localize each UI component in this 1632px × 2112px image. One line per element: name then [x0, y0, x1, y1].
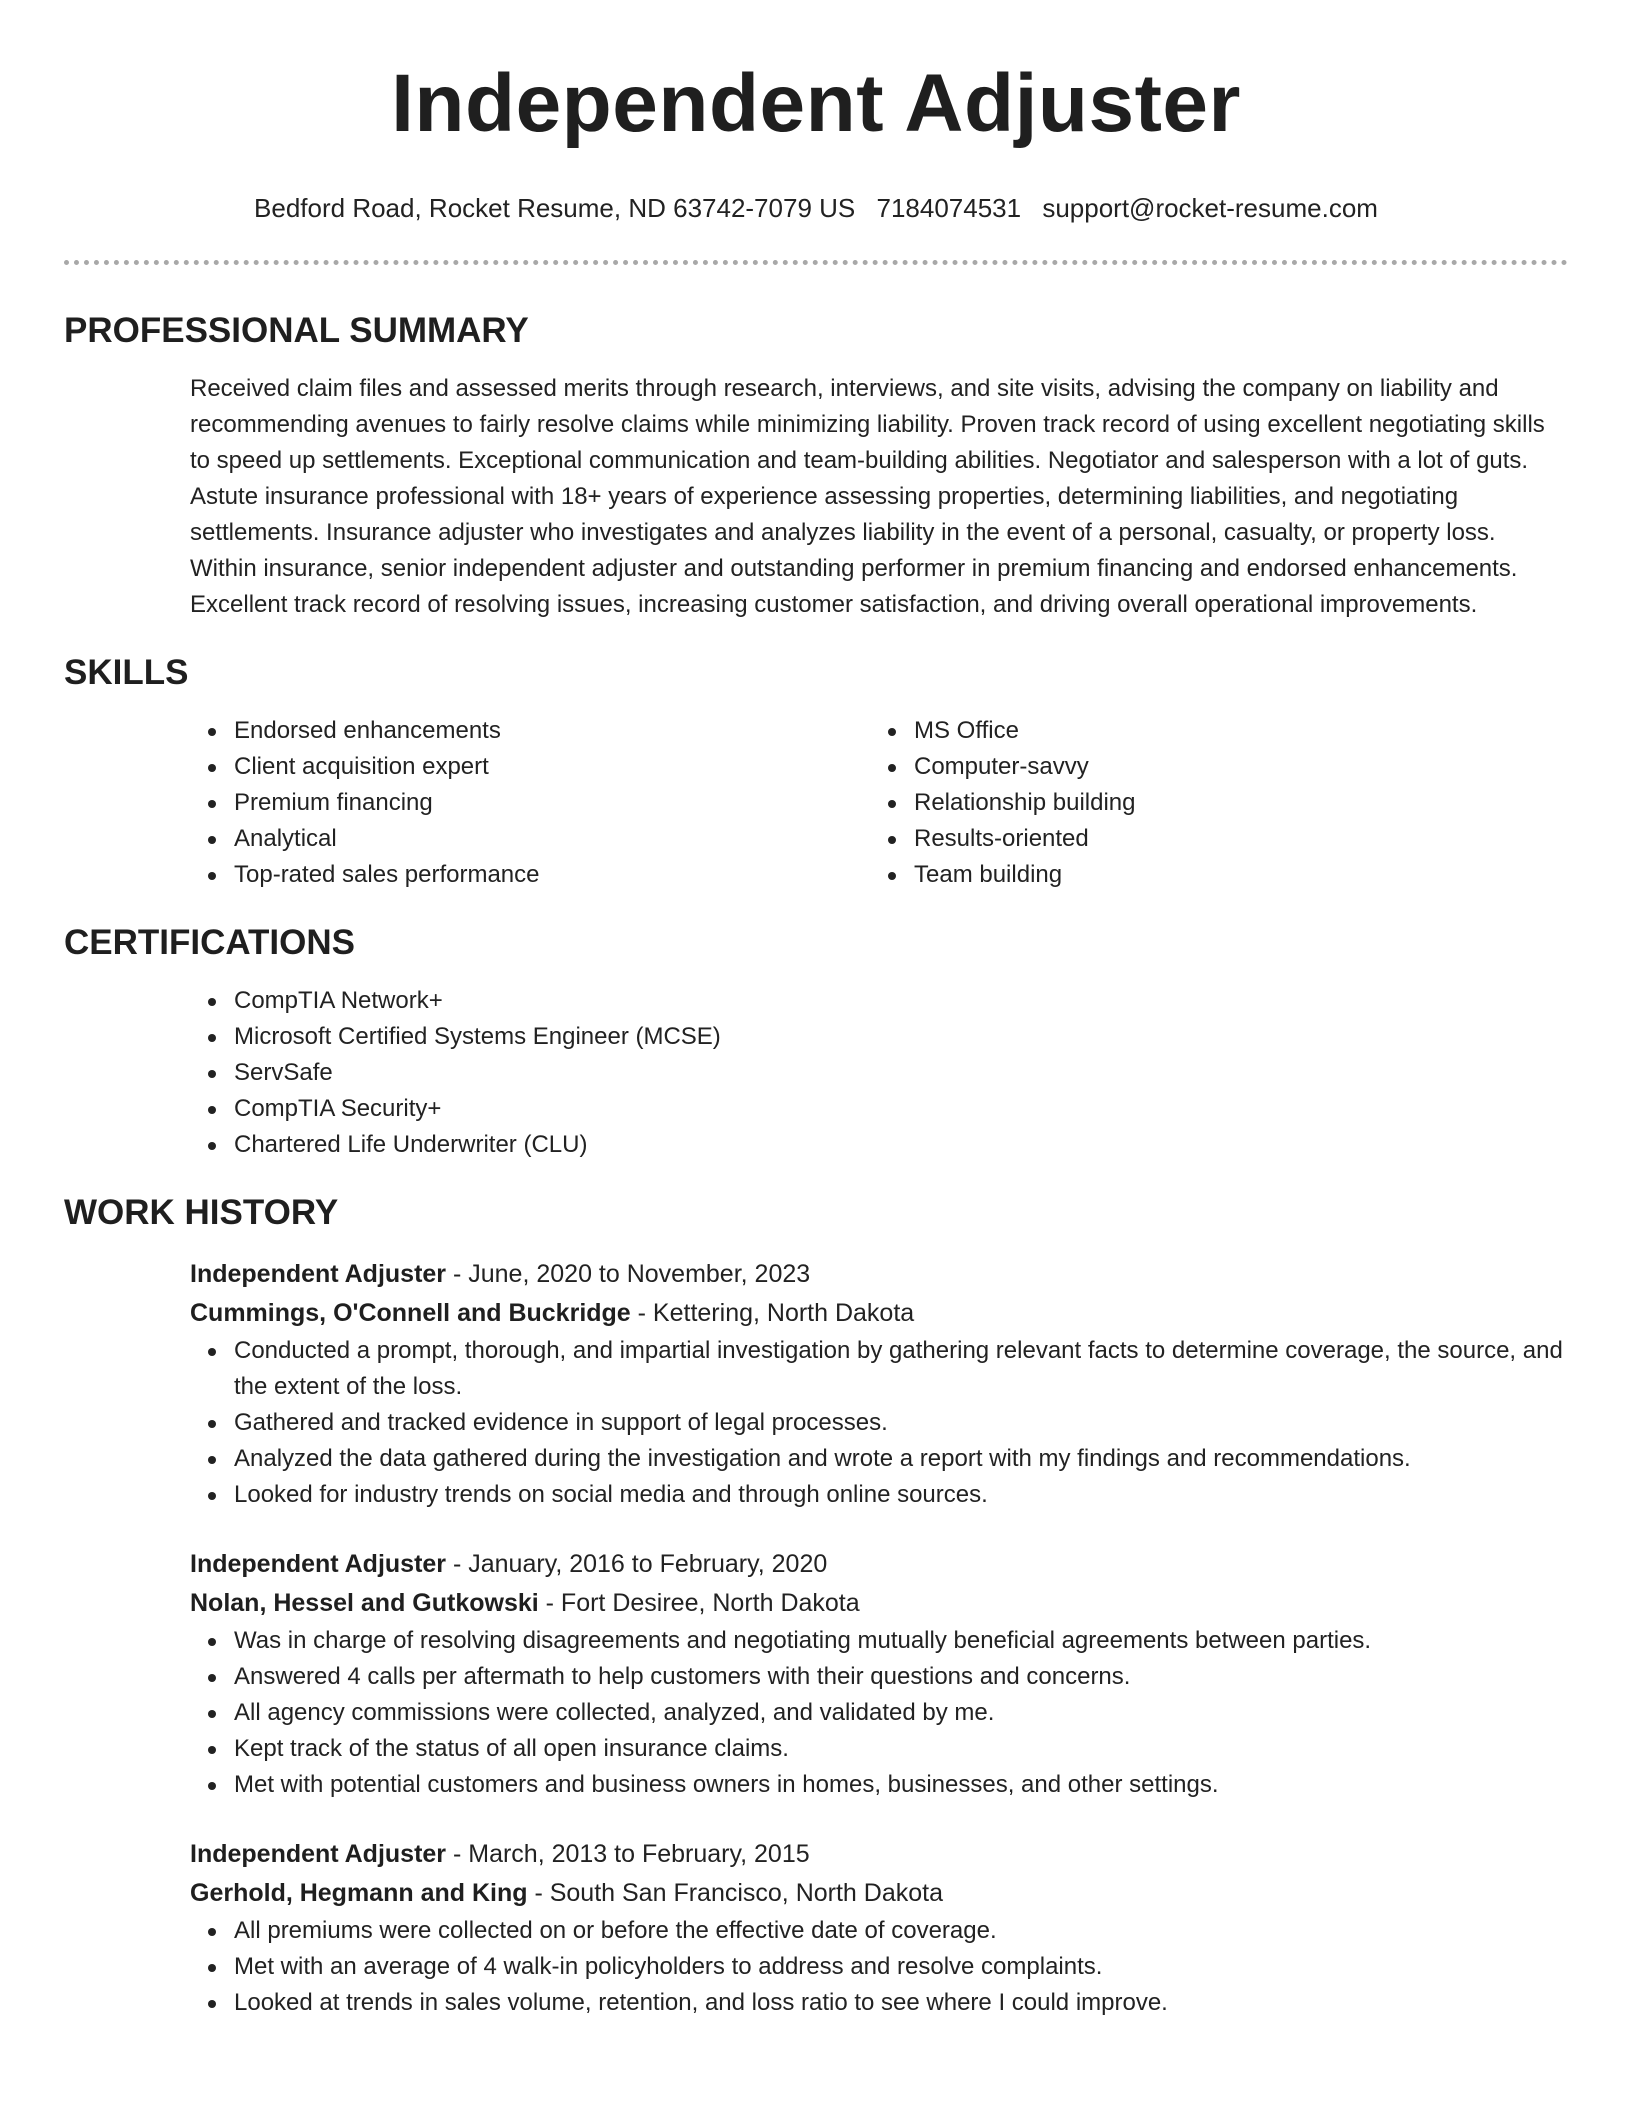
certifications-body: [190, 983, 1568, 1163]
contact-email: support@rocket-resume.com: [1042, 193, 1378, 223]
job-role: Independent Adjuster: [190, 1260, 447, 1288]
summary-heading: PROFESSIONAL SUMMARY: [64, 311, 529, 350]
skills-column-right: [870, 713, 1550, 893]
skill-item: Analytical: [234, 821, 870, 857]
skill-item: Results-oriented: [914, 821, 1550, 857]
skill-item: Team building: [914, 857, 1550, 893]
job-title-line: [190, 1835, 1568, 1874]
job-duties-list: [190, 1333, 1568, 1513]
certification-item: ServSafe: [234, 1055, 1568, 1091]
job-duty-item: Gathered and tracked evidence in support of legal processes.: [234, 1405, 1568, 1441]
job-company-line: [190, 1874, 1568, 1913]
job-duty-item: Analyzed the data gathered during the investigation and wrote a report with my findings and recommendations.: [234, 1441, 1568, 1477]
candidate-name: Independent Adjuster: [391, 58, 1241, 149]
job-role: Independent Adjuster: [190, 1550, 447, 1578]
job-duty-item: Conducted a prompt, thorough, and impartial investigation by gathering relevant facts to determine coverage, the source, and the extent of the loss.: [234, 1333, 1568, 1405]
job-company-line: [190, 1294, 1568, 1333]
contact-phone: 7184074531: [876, 193, 1022, 223]
job-company: Gerhold, Hegmann and King: [190, 1879, 528, 1907]
work-history-heading: WORK HISTORY: [64, 1193, 339, 1232]
job-location: - South San Francisco, North Dakota: [527, 1879, 943, 1907]
job-entry: [190, 1835, 1568, 2021]
job-duty-item: Met with an average of 4 walk-in policyholders to address and resolve complaints.: [234, 1949, 1568, 1985]
contact-line: [0, 192, 1632, 224]
skills-heading: SKILLS: [64, 653, 189, 692]
job-company-line: [190, 1584, 1568, 1623]
job-duty-item: Answered 4 calls per aftermath to help customers with their questions and concerns.: [234, 1659, 1568, 1695]
job-entry: [190, 1255, 1568, 1513]
job-role: Independent Adjuster: [190, 1840, 447, 1868]
certifications-list: [190, 983, 1568, 1163]
skill-item: MS Office: [914, 713, 1550, 749]
job-dates: - March, 2013 to February, 2015: [446, 1840, 810, 1868]
job-duty-item: All agency commissions were collected, analyzed, and validated by me.: [234, 1695, 1568, 1731]
job-duty-item: Looked at trends in sales volume, retention, and loss ratio to see where I could improve.: [234, 1985, 1568, 2021]
skills-column-left: [190, 713, 870, 893]
certification-item: CompTIA Security+: [234, 1091, 1568, 1127]
summary-section: [64, 309, 1568, 623]
skill-item: Premium financing: [234, 785, 870, 821]
job-location: - Fort Desiree, North Dakota: [538, 1589, 860, 1617]
job-duty-item: Kept track of the status of all open insurance claims.: [234, 1731, 1568, 1767]
skills-section: [64, 651, 1568, 893]
skill-item: Computer-savvy: [914, 749, 1550, 785]
job-duty-item: All premiums were collected on or before the effective date of coverage.: [234, 1913, 1568, 1949]
certifications-section: [64, 921, 1568, 1163]
job-duty-item: Met with potential customers and business owners in homes, businesses, and other settings.: [234, 1767, 1568, 1803]
certification-item: Microsoft Certified Systems Engineer (MCSE): [234, 1019, 1568, 1055]
skills-list-left: [190, 713, 870, 893]
resume-header: [0, 0, 1632, 224]
skill-item: Client acquisition expert: [234, 749, 870, 785]
job-dates: - June, 2020 to November, 2023: [446, 1260, 811, 1288]
certification-item: CompTIA Network+: [234, 983, 1568, 1019]
work-history-section: [64, 1191, 1568, 2021]
skills-list-right: [870, 713, 1550, 893]
skills-columns: [190, 713, 1568, 893]
job-duty-item: Was in charge of resolving disagreements and negotiating mutually beneficial agreements between parties.: [234, 1623, 1568, 1659]
certification-item: Chartered Life Underwriter (CLU): [234, 1127, 1568, 1163]
job-company: Cummings, O'Connell and Buckridge: [190, 1299, 631, 1327]
summary-text: Received claim files and assessed merits through research, interviews, and site visits, advising the company on liability and recommending avenues to fairly resolve claims while minimizing liability. Proven track record of using excellent negotiating skills to speed up settlements. Exceptional communication and team-building abilities. Negotiator and salesperson with a lot of guts. Astute insurance professional with 18+ years of experience assessing properties, determining liabilities, and negotiating settlements. Insurance adjuster who investigates and analyzes liability in the event of a personal, casualty, or property loss. Within insurance, senior independent adjuster and outstanding performer in premium financing and endorsed enhancements. Excellent track record of resolving issues, increasing customer satisfaction, and driving overall operational improvements.: [190, 375, 1545, 618]
certifications-heading: CERTIFICATIONS: [64, 923, 356, 962]
job-entry: [190, 1545, 1568, 1803]
job-duties-list: [190, 1623, 1568, 1803]
job-duty-item: Looked for industry trends on social media and through online sources.: [234, 1477, 1568, 1513]
contact-address: Bedford Road, Rocket Resume, ND 63742-7079 US: [254, 193, 856, 223]
job-duties-list: [190, 1913, 1568, 2021]
job-dates: - January, 2016 to February, 2020: [446, 1550, 828, 1578]
skill-item: Relationship building: [914, 785, 1550, 821]
skill-item: Endorsed enhancements: [234, 713, 870, 749]
header-divider: [64, 260, 1568, 265]
job-title-line: [190, 1545, 1568, 1584]
skill-item: Top-rated sales performance: [234, 857, 870, 893]
job-company: Nolan, Hessel and Gutkowski: [190, 1589, 539, 1617]
job-location: - Kettering, North Dakota: [630, 1299, 915, 1327]
job-title-line: [190, 1255, 1568, 1294]
